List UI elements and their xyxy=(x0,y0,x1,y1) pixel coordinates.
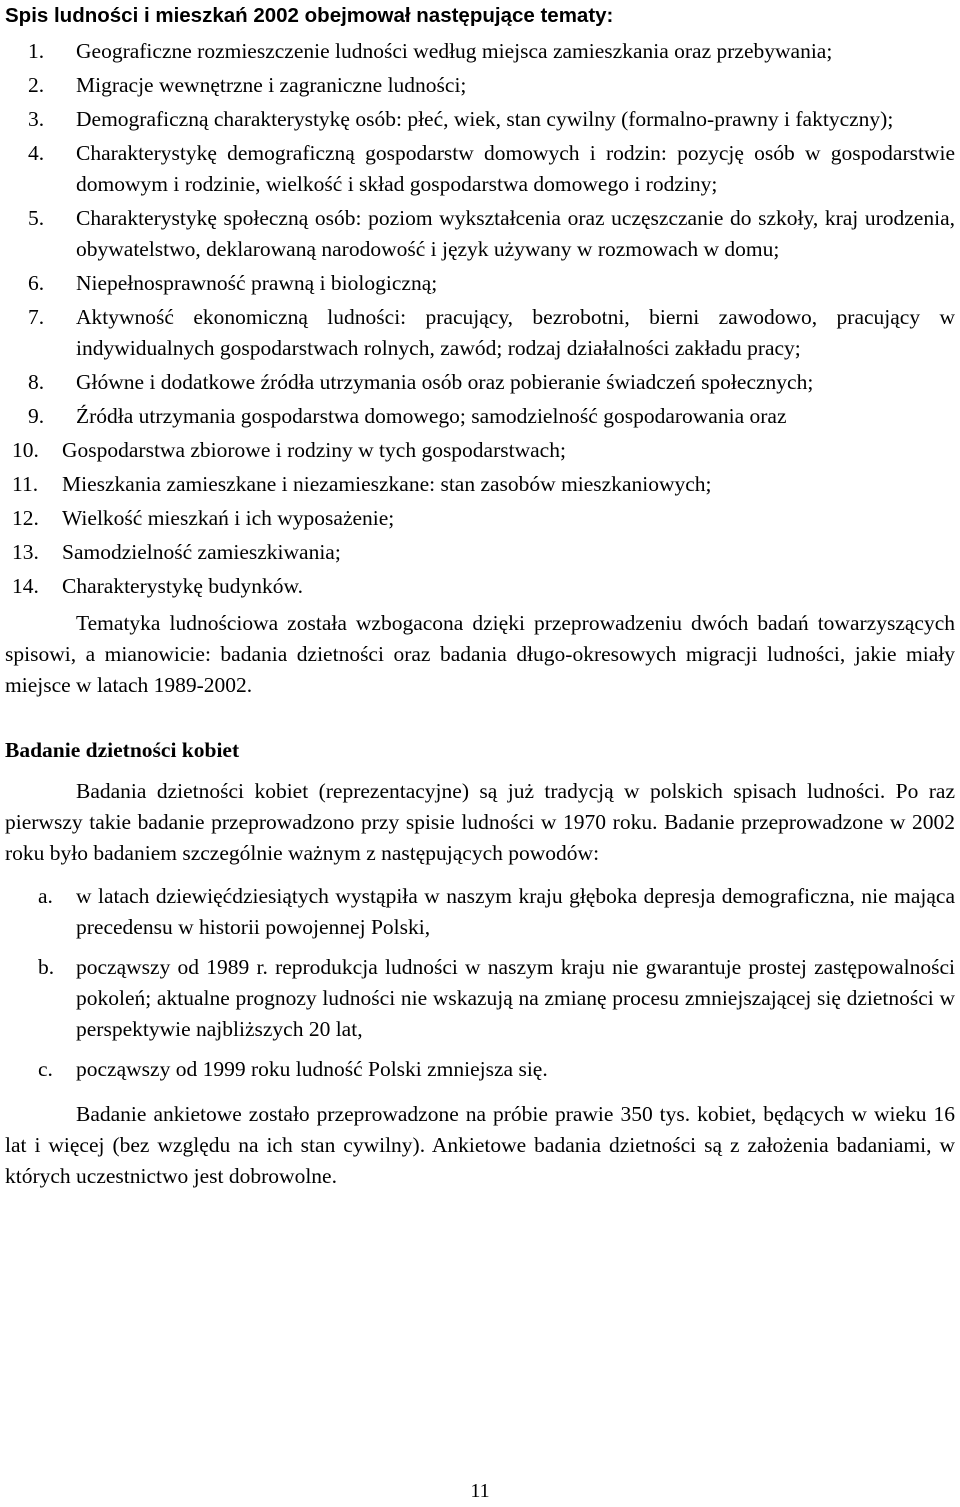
document-page xyxy=(5,0,955,1192)
list-item xyxy=(5,469,955,500)
list-item xyxy=(5,401,955,432)
list-item-number: 7. xyxy=(28,305,45,329)
list-item xyxy=(5,268,955,299)
section-title: Badanie dzietności kobiet xyxy=(5,738,240,762)
list-item-letter: c. xyxy=(38,1057,53,1081)
list-item-text: Mieszkania zamieszkane i niezamieszkane: stan zasobów mieszkaniowych; xyxy=(62,472,712,496)
closing-paragraph: Badanie ankietowe zostało przeprowadzone na próbie prawie 350 tys. kobiet, będących w wieku 16 lat i więcej (bez względu na ich stan cywilny). Ankietowe badania dzietności są z założenia badaniami, w których uczestnictwo jest dobrowolne. xyxy=(5,1102,955,1188)
list-item-text: Wielkość mieszkań i ich wyposażenie; xyxy=(62,506,395,530)
list-item xyxy=(5,70,955,101)
list-item xyxy=(5,952,955,1045)
list-item-text: Aktywność ekonomiczną ludności: pracujący, bezrobotni, bierni zawodowo, pracujący w indywidualnych gospodarstwach rolnych, zawód; rodzaj działalności zakładu pracy; xyxy=(76,305,955,360)
list-item-text: Migracje wewnętrzne i zagraniczne ludności; xyxy=(76,73,467,97)
list-item xyxy=(5,435,955,466)
section-paragraph: Badania dzietności kobiet (reprezentacyjne) są już tradycją w polskich spisach ludności. Po raz pierwszy takie badanie przeprowadzono przy spisie ludności w 1970 roku. Badanie przeprowadzone w 2002 roku było badaniem szczególnie ważnym z następujących powodów: xyxy=(5,779,955,865)
list-item xyxy=(5,36,955,67)
topics-list xyxy=(5,36,955,602)
list-item-number: 4. xyxy=(28,141,45,165)
list-item-text: począwszy od 1989 r. reprodukcja ludności w naszym kraju nie gwarantuje prostej zastępowalności pokoleń; aktualne prognozy ludności nie wskazują na zmianę procesu zmniejszającej się dzietności w perspektywie najbliższych 20 lat, xyxy=(76,955,955,1041)
page-heading: Spis ludności i mieszkań 2002 obejmował następujące tematy: xyxy=(5,4,614,27)
list-item-text: Demograficzną charakterystykę osób: płeć, wiek, stan cywilny (formalno-prawny i faktyczny); xyxy=(76,107,894,131)
list-item-number: 9. xyxy=(28,404,45,428)
list-item-text: Niepełnosprawność prawną i biologiczną; xyxy=(76,271,438,295)
list-item xyxy=(5,537,955,568)
list-item-text: Charakterystykę demograficzną gospodarstw domowych i rodzin: pozycję osób w gospodarstwie domowym i rodzinie, wielkość i skład gospodarstwa domowego i rodziny; xyxy=(76,141,955,196)
list-item xyxy=(5,104,955,135)
list-item-number: 6. xyxy=(28,271,45,295)
page-number: 11 xyxy=(470,1480,490,1502)
list-item-text: począwszy od 1999 roku ludność Polski zmniejsza się. xyxy=(76,1057,548,1081)
list-item xyxy=(5,1054,955,1085)
list-item-text: Charakterystykę budynków. xyxy=(62,574,304,598)
list-item-number: 11. xyxy=(12,472,39,496)
list-item-number: 13. xyxy=(12,540,39,564)
list-item-number: 8. xyxy=(28,370,45,394)
list-item-number: 10. xyxy=(12,438,39,462)
list-item-text: Samodzielność zamieszkiwania; xyxy=(62,540,341,564)
list-item-number: 2. xyxy=(28,73,45,97)
list-item xyxy=(5,571,955,602)
list-item xyxy=(5,881,955,943)
list-item-number: 1. xyxy=(28,39,45,63)
list-item-text: Źródła utrzymania gospodarstwa domowego; samodzielność gospodarowania oraz xyxy=(76,404,787,428)
list-item-number: 5. xyxy=(28,206,45,230)
list-item-text: w latach dziewięćdziesiątych wystąpiła w naszym kraju głęboka depresja demograficzna, nie mająca precedensu w historii powojennej Polski, xyxy=(76,884,955,939)
list-item xyxy=(5,138,955,200)
list-item-text: Geograficzne rozmieszczenie ludności według miejsca zamieszkania oraz przebywania; xyxy=(76,39,833,63)
list-item-number: 12. xyxy=(12,506,39,530)
list-item xyxy=(5,302,955,364)
list-item-text: Gospodarstwa zbiorowe i rodziny w tych gospodarstwach; xyxy=(62,438,566,462)
reasons-list xyxy=(5,881,955,1085)
list-item-letter: a. xyxy=(38,884,53,908)
intro-paragraph: Tematyka ludnościowa została wzbogacona dzięki przeprowadzeniu dwóch badań towarzyszących spisowi, a mianowicie: badania dzietności oraz badania długo-okresowych migracji ludności, jakie miały miejsce w latach 1989-2002. xyxy=(5,611,955,697)
list-item-number: 14. xyxy=(12,574,39,598)
list-item-text: Charakterystykę społeczną osób: poziom wykształcenia oraz uczęszczanie do szkoły, kraj urodzenia, obywatelstwo, deklarowaną narodowość i język używany w rozmowach w domu; xyxy=(76,206,955,261)
list-item-number: 3. xyxy=(28,107,45,131)
list-item xyxy=(5,503,955,534)
list-item-text: Główne i dodatkowe źródła utrzymania osób oraz pobieranie świadczeń społecznych; xyxy=(76,370,814,394)
list-item xyxy=(5,203,955,265)
list-item xyxy=(5,367,955,398)
list-item-letter: b. xyxy=(38,955,55,979)
